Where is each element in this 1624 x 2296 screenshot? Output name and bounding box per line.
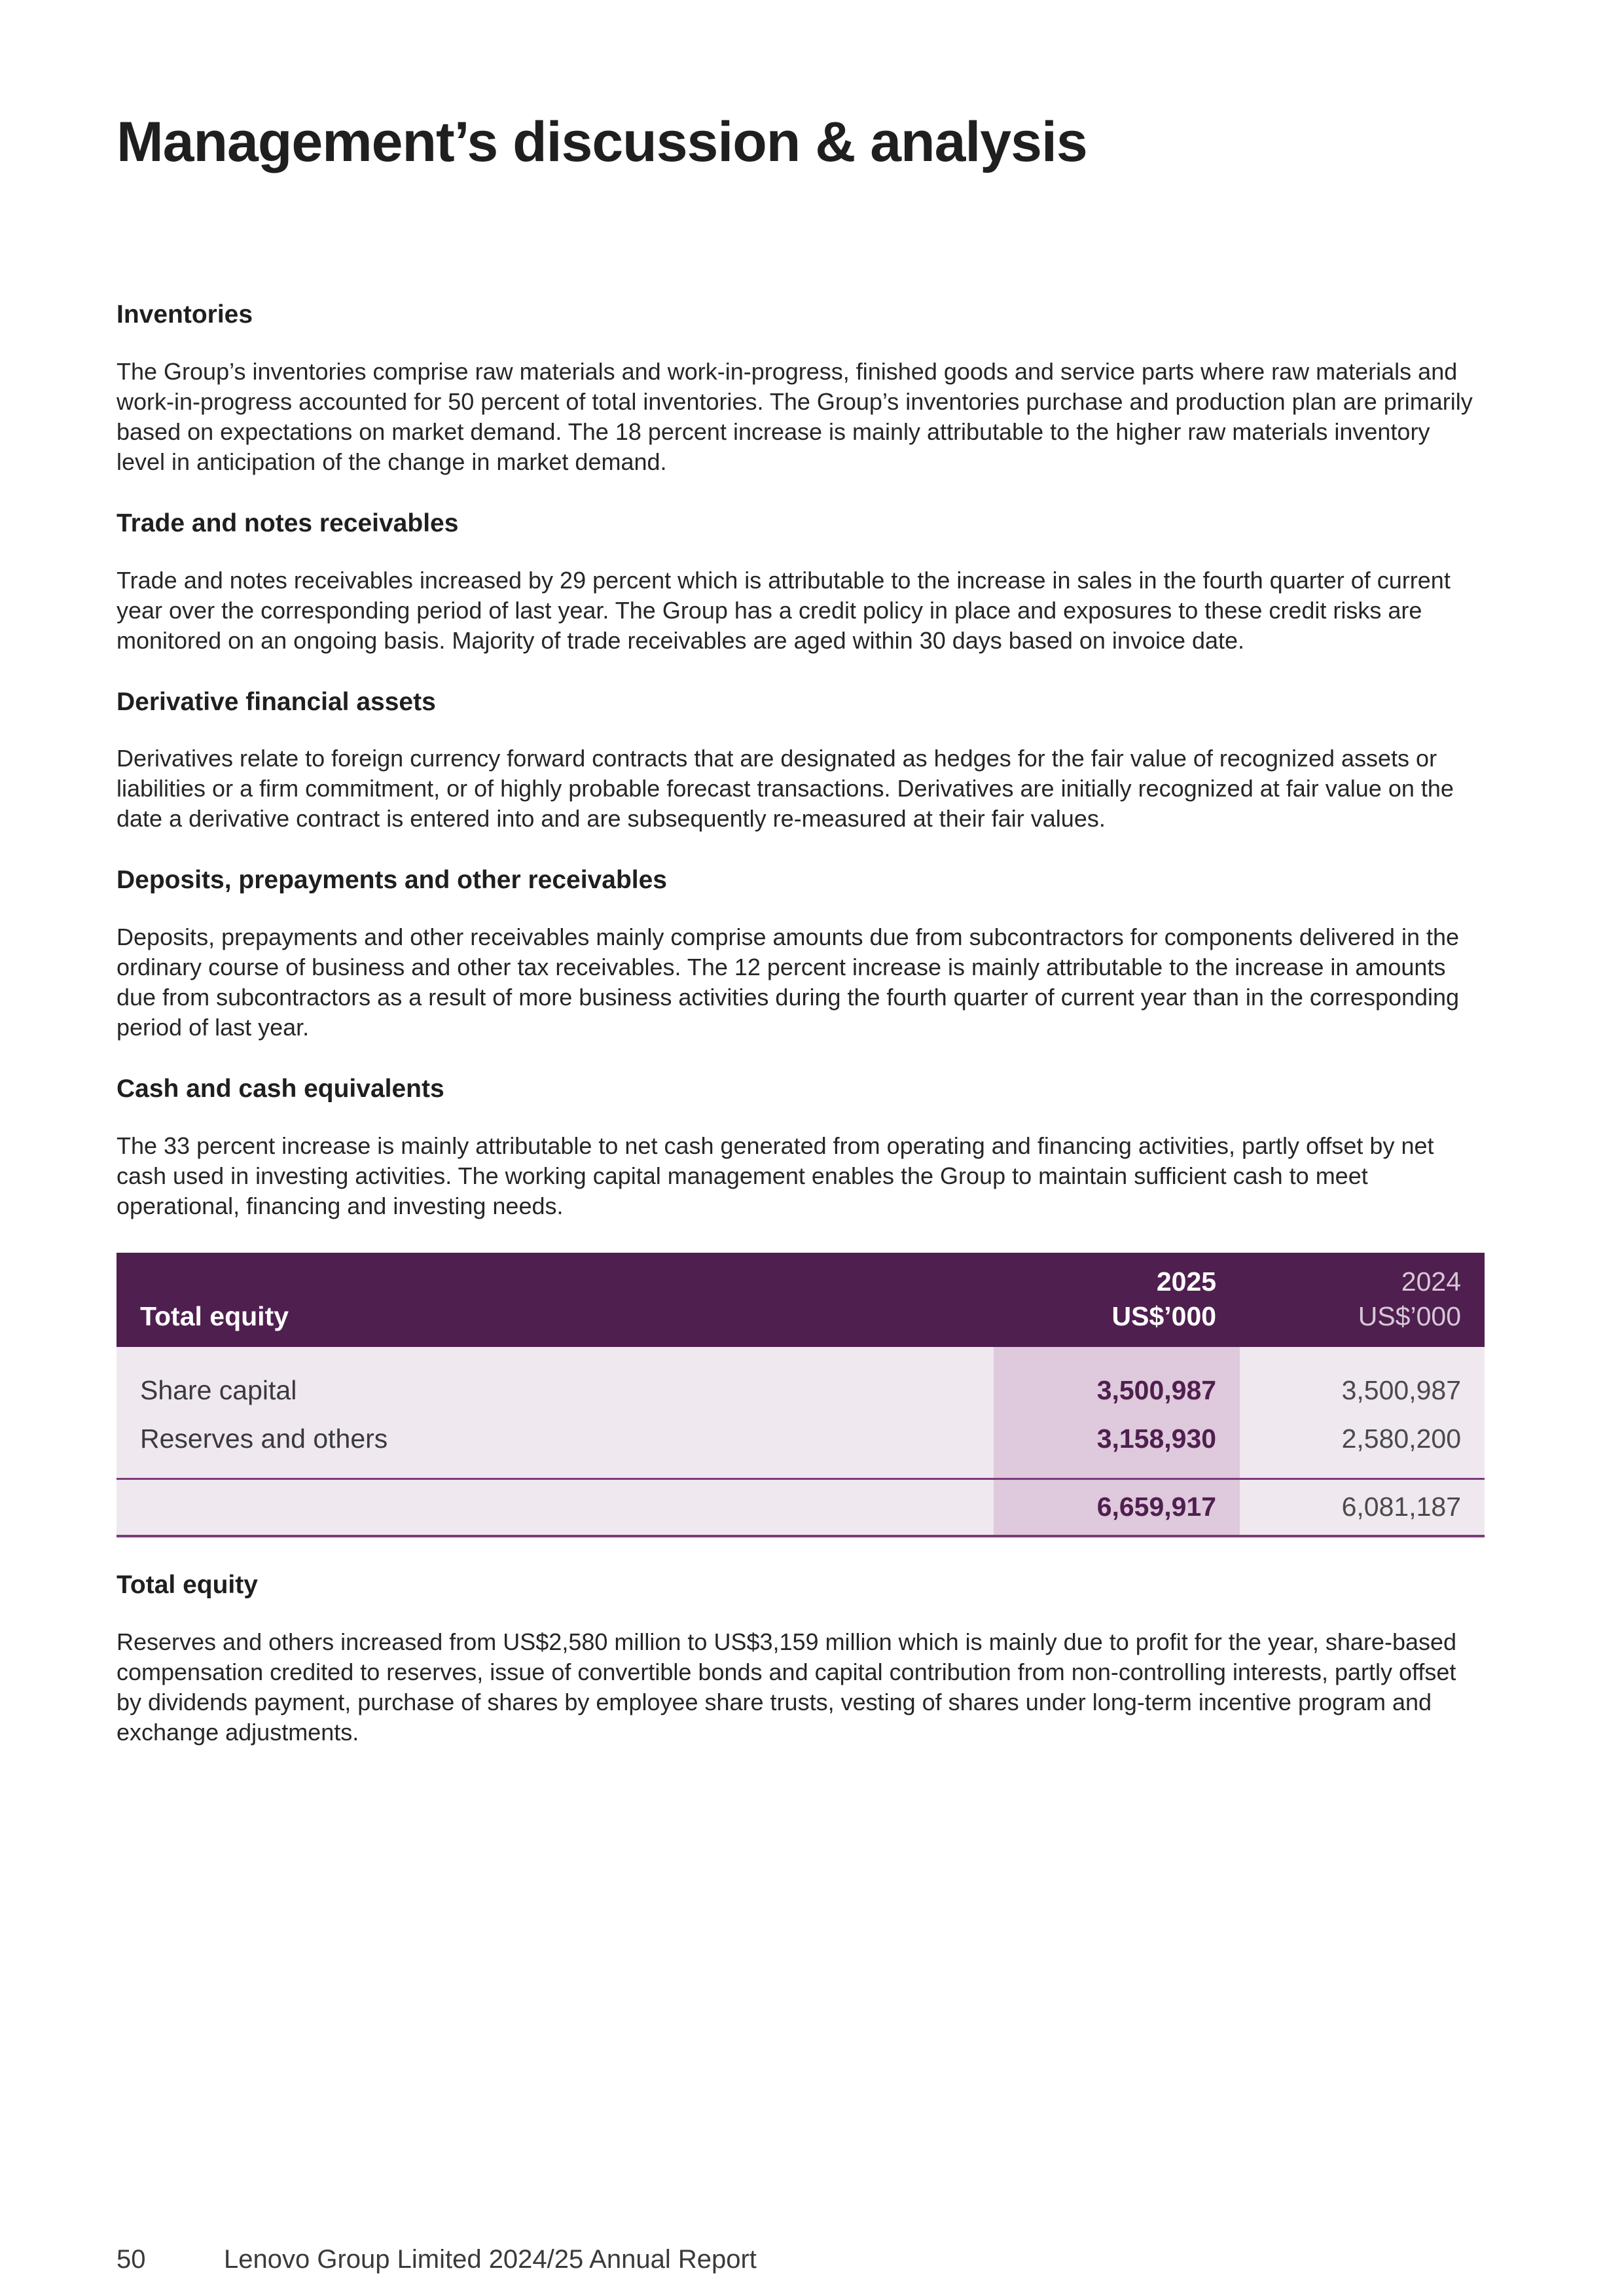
row-prior-value: 3,500,987	[1240, 1347, 1485, 1415]
row-prior-value: 2,580,200	[1240, 1415, 1485, 1479]
section-body: Deposits, prepayments and other receivables mainly comprise amounts due from subcontractors for components delivered in the ordinary course of business and other tax receivables. The 12 percent increase is mainly attributable to the increase in amounts due from subcontractors as a result of more business activities during the fourth quarter of current year than in the corresponding period of last year.	[117, 924, 1460, 1041]
row-current-value: 3,158,930	[994, 1415, 1240, 1479]
total-label	[117, 1479, 994, 1536]
page-number: 50	[117, 2245, 146, 2274]
section-body: The Group’s inventories comprise raw materials and work-in-progress, finished goods and service parts where raw materials and work-in-progress accounted for 50 percent of total inventories. The Group’s inventories purchase and production plan are primarily based on expectations on market demand. The 18 percent increase is mainly attributable to the higher raw materials inventory level in anticipation of the change in market demand.	[117, 357, 1473, 475]
section-total-equity	[117, 1570, 1485, 1748]
table-header-current-year	[994, 1253, 1240, 1347]
row-label: Share capital	[117, 1347, 994, 1415]
section-heading: Cash and cash equivalents	[117, 1075, 444, 1103]
section-heading: Inventories	[117, 300, 253, 329]
section-derivative-assets	[117, 687, 1485, 834]
current-unit: US$’000	[1111, 1300, 1217, 1331]
section-body: The 33 percent increase is mainly attributable to net cash generated from operating and financing activities, partly offset by net cash used in investing activities. The working capital management enables the Group to maintain sufficient cash to meet operational, financing and investing needs.	[117, 1132, 1434, 1219]
total-prior-value: 6,081,187	[1240, 1479, 1485, 1536]
section-trade-receivables	[117, 509, 1485, 656]
page-footer	[117, 2245, 757, 2274]
row-label: Reserves and others	[117, 1415, 994, 1479]
section-heading: Deposits, prepayments and other receivables	[117, 866, 667, 895]
current-year: 2025	[1156, 1266, 1217, 1297]
section-inventories	[117, 300, 1485, 477]
page-title: Management’s discussion & analysis	[117, 111, 1087, 173]
total-equity-table	[117, 1253, 1485, 1537]
prior-year: 2024	[1401, 1266, 1461, 1297]
footer-text: Lenovo Group Limited 2024/25 Annual Report	[224, 2245, 757, 2274]
section-heading: Derivative financial assets	[117, 687, 436, 716]
section-body: Reserves and others increased from US$2,580 million to US$3,159 million which is mainly due to profit for the year, share-based compensation credited to reserves, issue of convertible bonds and capital contribution from non-controlling interests, partly offset by dividends payment, purchase of shares by employee share trusts, vesting of shares under long-term incentive program and exchange adjustments.	[117, 1628, 1457, 1746]
table-header-label: Total equity	[117, 1253, 994, 1347]
total-current-value: 6,659,917	[994, 1479, 1240, 1536]
section-body: Trade and notes receivables increased by 29 percent which is attributable to the increase in sales in the fourth quarter of current year over the corresponding period of last year. The Group has a credit policy in place and exposures to these credit risks are monitored on an ongoing basis. Majority of trade receivables are aged within 30 days based on invoice date.	[117, 566, 1451, 654]
main-content	[117, 300, 1485, 1779]
table-header-prior-year	[1240, 1253, 1485, 1347]
table-total-row	[117, 1479, 1485, 1536]
section-deposits-prepayments	[117, 865, 1485, 1043]
table-header-row	[117, 1253, 1485, 1347]
section-heading: Total equity	[117, 1570, 258, 1599]
row-current-value: 3,500,987	[994, 1347, 1240, 1415]
section-heading: Trade and notes receivables	[117, 509, 459, 537]
section-cash-equivalents	[117, 1074, 1485, 1221]
table-row	[117, 1347, 1485, 1415]
section-body: Derivatives relate to foreign currency forward contracts that are designated as hedges for the fair value of recognized assets or liabilities or a firm commitment, or of highly probable forecast transactions. Derivatives are initially recognized at fair value on the date a derivative contract is entered into and are subsequently re-measured at their fair values.	[117, 745, 1454, 833]
table-row	[117, 1415, 1485, 1479]
prior-unit: US$’000	[1358, 1300, 1461, 1331]
